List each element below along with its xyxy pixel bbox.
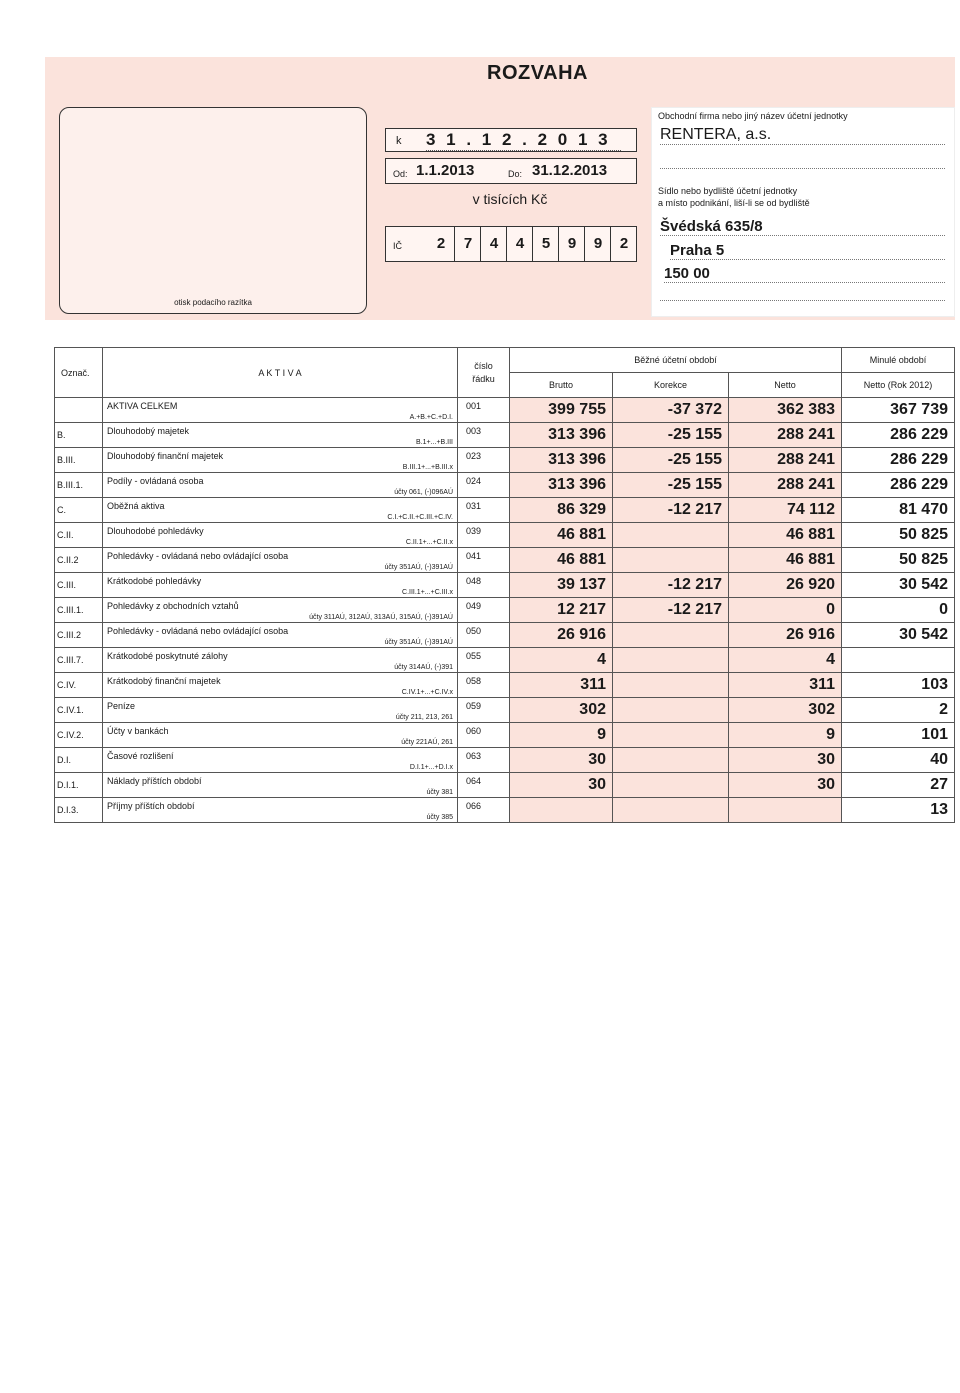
date-label: k	[396, 135, 402, 147]
row-formula: účty 385	[426, 814, 453, 821]
row-name: Pohledávky z obchodních vztahů	[107, 601, 239, 611]
cell-netto-prev: 27	[842, 773, 955, 798]
row-number: 066	[458, 798, 510, 823]
row-number: 024	[458, 473, 510, 498]
col-current-period: Běžné účetní období	[510, 348, 842, 373]
row-number: 039	[458, 523, 510, 548]
cell-korekce: -25 155	[613, 448, 729, 473]
cell-netto-prev: 103	[842, 673, 955, 698]
row-number: 048	[458, 573, 510, 598]
table-row	[55, 523, 955, 548]
col-row-number-line-2: řádku	[472, 373, 495, 384]
cell-netto-prev: 50 825	[842, 523, 955, 548]
cell-korekce	[613, 673, 729, 698]
row-name-cell	[103, 698, 458, 723]
cell-netto: 46 881	[729, 548, 842, 573]
ico-digit: 4	[480, 227, 507, 261]
row-mark: C.IV.1.	[55, 698, 103, 723]
row-formula: C.III.1+...+C.III.x	[402, 589, 453, 596]
row-name: Oběžná aktiva	[107, 501, 165, 511]
cell-brutto: 313 396	[510, 423, 613, 448]
cell-netto: 30	[729, 748, 842, 773]
row-name-cell	[103, 798, 458, 823]
firm-name-label: Obchodní firma nebo jiný název účetní jednotky	[658, 111, 848, 121]
cell-korekce	[613, 523, 729, 548]
row-formula: B.III.1+...+B.III.x	[402, 464, 453, 471]
row-formula: D.I.1+...+D.I.x	[409, 764, 453, 771]
table-row	[55, 623, 955, 648]
row-mark: D.I.1.	[55, 773, 103, 798]
cell-netto-prev: 0	[842, 598, 955, 623]
cell-brutto: 39 137	[510, 573, 613, 598]
cell-netto-prev: 101	[842, 723, 955, 748]
cell-netto-prev: 40	[842, 748, 955, 773]
row-number: 059	[458, 698, 510, 723]
row-formula: účty 351AÚ, (-)391AÚ	[384, 639, 453, 646]
row-mark	[55, 398, 103, 423]
row-name-cell	[103, 548, 458, 573]
cell-netto: 288 241	[729, 473, 842, 498]
row-name-cell	[103, 623, 458, 648]
table-row	[55, 723, 955, 748]
row-number: 023	[458, 448, 510, 473]
row-name-cell	[103, 473, 458, 498]
period-from-label: Od:	[393, 169, 408, 179]
row-mark: D.I.	[55, 748, 103, 773]
firm-line-extra	[660, 288, 945, 301]
row-name: Časové rozlišení	[107, 751, 174, 761]
col-row-number	[458, 348, 510, 398]
period-field	[385, 158, 637, 184]
row-number: 064	[458, 773, 510, 798]
cell-netto-prev	[842, 648, 955, 673]
cell-brutto: 46 881	[510, 548, 613, 573]
ico-label: IČ	[393, 241, 402, 251]
firm-name-line-2	[660, 156, 945, 169]
cell-netto: 311	[729, 673, 842, 698]
row-number: 058	[458, 673, 510, 698]
cell-brutto: 30	[510, 773, 613, 798]
ico-digit: 7	[454, 227, 481, 261]
table-row	[55, 398, 955, 423]
row-mark: C.IV.2.	[55, 723, 103, 748]
cell-brutto: 313 396	[510, 448, 613, 473]
row-number: 003	[458, 423, 510, 448]
stamp-label: otisk podacího razítka	[174, 298, 252, 307]
cell-netto: 74 112	[729, 498, 842, 523]
cell-korekce	[613, 723, 729, 748]
row-number: 031	[458, 498, 510, 523]
row-formula: C.II.1+...+C.II.x	[405, 539, 453, 546]
cell-korekce	[613, 548, 729, 573]
row-name-cell	[103, 773, 458, 798]
cell-brutto: 313 396	[510, 473, 613, 498]
table-row	[55, 548, 955, 573]
cell-netto: 0	[729, 598, 842, 623]
row-formula: B.1+...+B.III	[416, 439, 453, 446]
cell-brutto: 311	[510, 673, 613, 698]
cell-korekce: -12 217	[613, 498, 729, 523]
row-number: 063	[458, 748, 510, 773]
cell-netto-prev: 2	[842, 698, 955, 723]
period-from-value: 1.1.2013	[416, 162, 475, 179]
col-row-number-line-1: číslo	[474, 360, 493, 371]
cell-korekce	[613, 773, 729, 798]
row-name: Pohledávky - ovládaná nebo ovládající osoba	[107, 626, 289, 636]
row-formula: účty 211, 213, 261	[395, 714, 453, 721]
row-formula: účty 061, (-)096AÚ	[394, 489, 453, 496]
cell-korekce: -25 155	[613, 423, 729, 448]
row-number: 041	[458, 548, 510, 573]
col-oznac: Označ.	[55, 348, 103, 398]
row-mark: B.	[55, 423, 103, 448]
cell-netto: 26 916	[729, 623, 842, 648]
row-number: 049	[458, 598, 510, 623]
balance-date-field	[385, 128, 637, 152]
cell-netto-prev: 50 825	[842, 548, 955, 573]
table-row	[55, 498, 955, 523]
cell-korekce	[613, 698, 729, 723]
cell-netto: 30	[729, 773, 842, 798]
table-row	[55, 673, 955, 698]
row-formula: účty 311AÚ, 312AÚ, 313AÚ, 315AÚ, (-)391AÚ	[309, 614, 453, 621]
row-number: 055	[458, 648, 510, 673]
row-name: Krátkodobé pohledávky	[107, 576, 202, 586]
row-name-cell	[103, 573, 458, 598]
ico-digit: 9	[584, 227, 611, 261]
col-brutto: Brutto	[510, 373, 613, 398]
cell-brutto: 4	[510, 648, 613, 673]
row-name: Peníze	[107, 701, 136, 711]
row-name: Dlouhodobé pohledávky	[107, 526, 204, 536]
units-label: v tisících Kč	[472, 191, 548, 207]
col-previous-period: Minulé období	[842, 348, 955, 373]
row-name: Náklady příštích období	[107, 776, 202, 786]
table-row	[55, 698, 955, 723]
row-name-cell	[103, 748, 458, 773]
row-name-cell	[103, 423, 458, 448]
table-row	[55, 773, 955, 798]
col-netto-prev: Netto (Rok 2012)	[842, 373, 955, 398]
row-formula: účty 351AÚ, (-)391AÚ	[384, 564, 453, 571]
row-number: 060	[458, 723, 510, 748]
ico-field	[385, 226, 637, 262]
cell-brutto: 12 217	[510, 598, 613, 623]
cell-netto-prev: 13	[842, 798, 955, 823]
cell-netto: 288 241	[729, 448, 842, 473]
row-name-cell	[103, 398, 458, 423]
table-body	[55, 398, 955, 823]
table-row	[55, 423, 955, 448]
row-mark: C.	[55, 498, 103, 523]
row-name: AKTIVA CELKEM	[107, 401, 178, 411]
row-formula: A.+B.+C.+D.I.	[409, 414, 453, 421]
ico-digit: 4	[506, 227, 533, 261]
row-name: Krátkodobý finanční majetek	[107, 676, 221, 686]
cell-netto-prev: 286 229	[842, 448, 955, 473]
row-name-cell	[103, 648, 458, 673]
row-mark: C.III.1.	[55, 598, 103, 623]
balance-sheet-table	[54, 347, 955, 823]
date-value: 3 1 . 1 2 . 2 0 1 3	[426, 130, 621, 151]
row-mark: C.II.	[55, 523, 103, 548]
row-mark: C.III.	[55, 573, 103, 598]
cell-brutto: 86 329	[510, 498, 613, 523]
cell-korekce	[613, 748, 729, 773]
row-name-cell	[103, 673, 458, 698]
row-name-cell	[103, 723, 458, 748]
cell-netto-prev: 367 739	[842, 398, 955, 423]
seat-label-2: a místo podnikání, liší-li se od bydliště	[658, 198, 810, 208]
ico-digit: 9	[558, 227, 585, 261]
table-row	[55, 648, 955, 673]
ico-digit: 5	[532, 227, 559, 261]
row-name: Podíly - ovládaná osoba	[107, 476, 204, 486]
cell-netto-prev: 30 542	[842, 573, 955, 598]
table-row	[55, 448, 955, 473]
row-formula: C.IV.1+...+C.IV.x	[401, 689, 453, 696]
cell-korekce	[613, 798, 729, 823]
row-formula: C.I.+C.II.+C.III.+C.IV.	[387, 514, 453, 521]
row-name: Krátkodobé poskytnuté zálohy	[107, 651, 228, 661]
cell-korekce	[613, 623, 729, 648]
col-netto: Netto	[729, 373, 842, 398]
firm-street: Švédská 635/8	[660, 218, 945, 236]
cell-korekce: -25 155	[613, 473, 729, 498]
cell-brutto: 302	[510, 698, 613, 723]
row-mark: C.II.2	[55, 548, 103, 573]
cell-brutto: 26 916	[510, 623, 613, 648]
row-name: Dlouhodobý majetek	[107, 426, 190, 436]
cell-korekce: -12 217	[613, 598, 729, 623]
row-name: Pohledávky - ovládaná nebo ovládající osoba	[107, 551, 289, 561]
row-mark: B.III.1.	[55, 473, 103, 498]
row-number: 001	[458, 398, 510, 423]
table-row	[55, 573, 955, 598]
row-mark: C.IV.	[55, 673, 103, 698]
cell-korekce: -37 372	[613, 398, 729, 423]
row-mark: B.III.	[55, 448, 103, 473]
row-mark: D.I.3.	[55, 798, 103, 823]
table-row	[55, 598, 955, 623]
row-name: Účty v bankách	[107, 726, 169, 736]
cell-netto: 362 383	[729, 398, 842, 423]
period-to-value: 31.12.2013	[532, 162, 608, 179]
cell-korekce: -12 217	[613, 573, 729, 598]
row-formula: účty 314AÚ, (-)391	[394, 664, 453, 671]
row-mark: C.III.7.	[55, 648, 103, 673]
stamp-box	[59, 107, 367, 314]
cell-netto: 288 241	[729, 423, 842, 448]
period-to-label: Do:	[508, 169, 523, 179]
cell-netto	[729, 798, 842, 823]
row-formula: účty 221AÚ, 261	[401, 739, 453, 746]
cell-netto: 26 920	[729, 573, 842, 598]
cell-netto: 302	[729, 698, 842, 723]
cell-brutto	[510, 798, 613, 823]
row-name-cell	[103, 448, 458, 473]
ico-digit: 2	[610, 227, 637, 261]
row-name-cell	[103, 498, 458, 523]
table-row	[55, 748, 955, 773]
row-number: 050	[458, 623, 510, 648]
table-row	[55, 473, 955, 498]
cell-brutto: 46 881	[510, 523, 613, 548]
page-title: ROZVAHA	[487, 62, 588, 84]
firm-name: RENTERA, a.s.	[660, 126, 945, 145]
cell-korekce	[613, 648, 729, 673]
cell-netto-prev: 81 470	[842, 498, 955, 523]
table-row	[55, 798, 955, 823]
firm-info-box	[651, 107, 955, 317]
row-name: Příjmy příštích období	[107, 801, 195, 811]
cell-brutto: 399 755	[510, 398, 613, 423]
cell-netto-prev: 286 229	[842, 473, 955, 498]
col-aktiva: A K T I V A	[103, 348, 458, 398]
cell-netto-prev: 286 229	[842, 423, 955, 448]
firm-city: Praha 5	[670, 242, 945, 260]
row-name-cell	[103, 598, 458, 623]
row-mark: C.III.2	[55, 623, 103, 648]
cell-brutto: 9	[510, 723, 613, 748]
cell-netto-prev: 30 542	[842, 623, 955, 648]
row-name-cell	[103, 523, 458, 548]
seat-label-1: Sídlo nebo bydliště účetní jednotky	[658, 186, 798, 196]
row-formula: účty 381	[426, 789, 453, 796]
ico-digit: 2	[436, 235, 446, 252]
cell-brutto: 30	[510, 748, 613, 773]
firm-zip: 150 00	[664, 265, 945, 283]
col-korekce: Korekce	[613, 373, 729, 398]
cell-netto: 4	[729, 648, 842, 673]
row-name: Dlouhodobý finanční majetek	[107, 451, 224, 461]
cell-netto: 9	[729, 723, 842, 748]
cell-netto: 46 881	[729, 523, 842, 548]
